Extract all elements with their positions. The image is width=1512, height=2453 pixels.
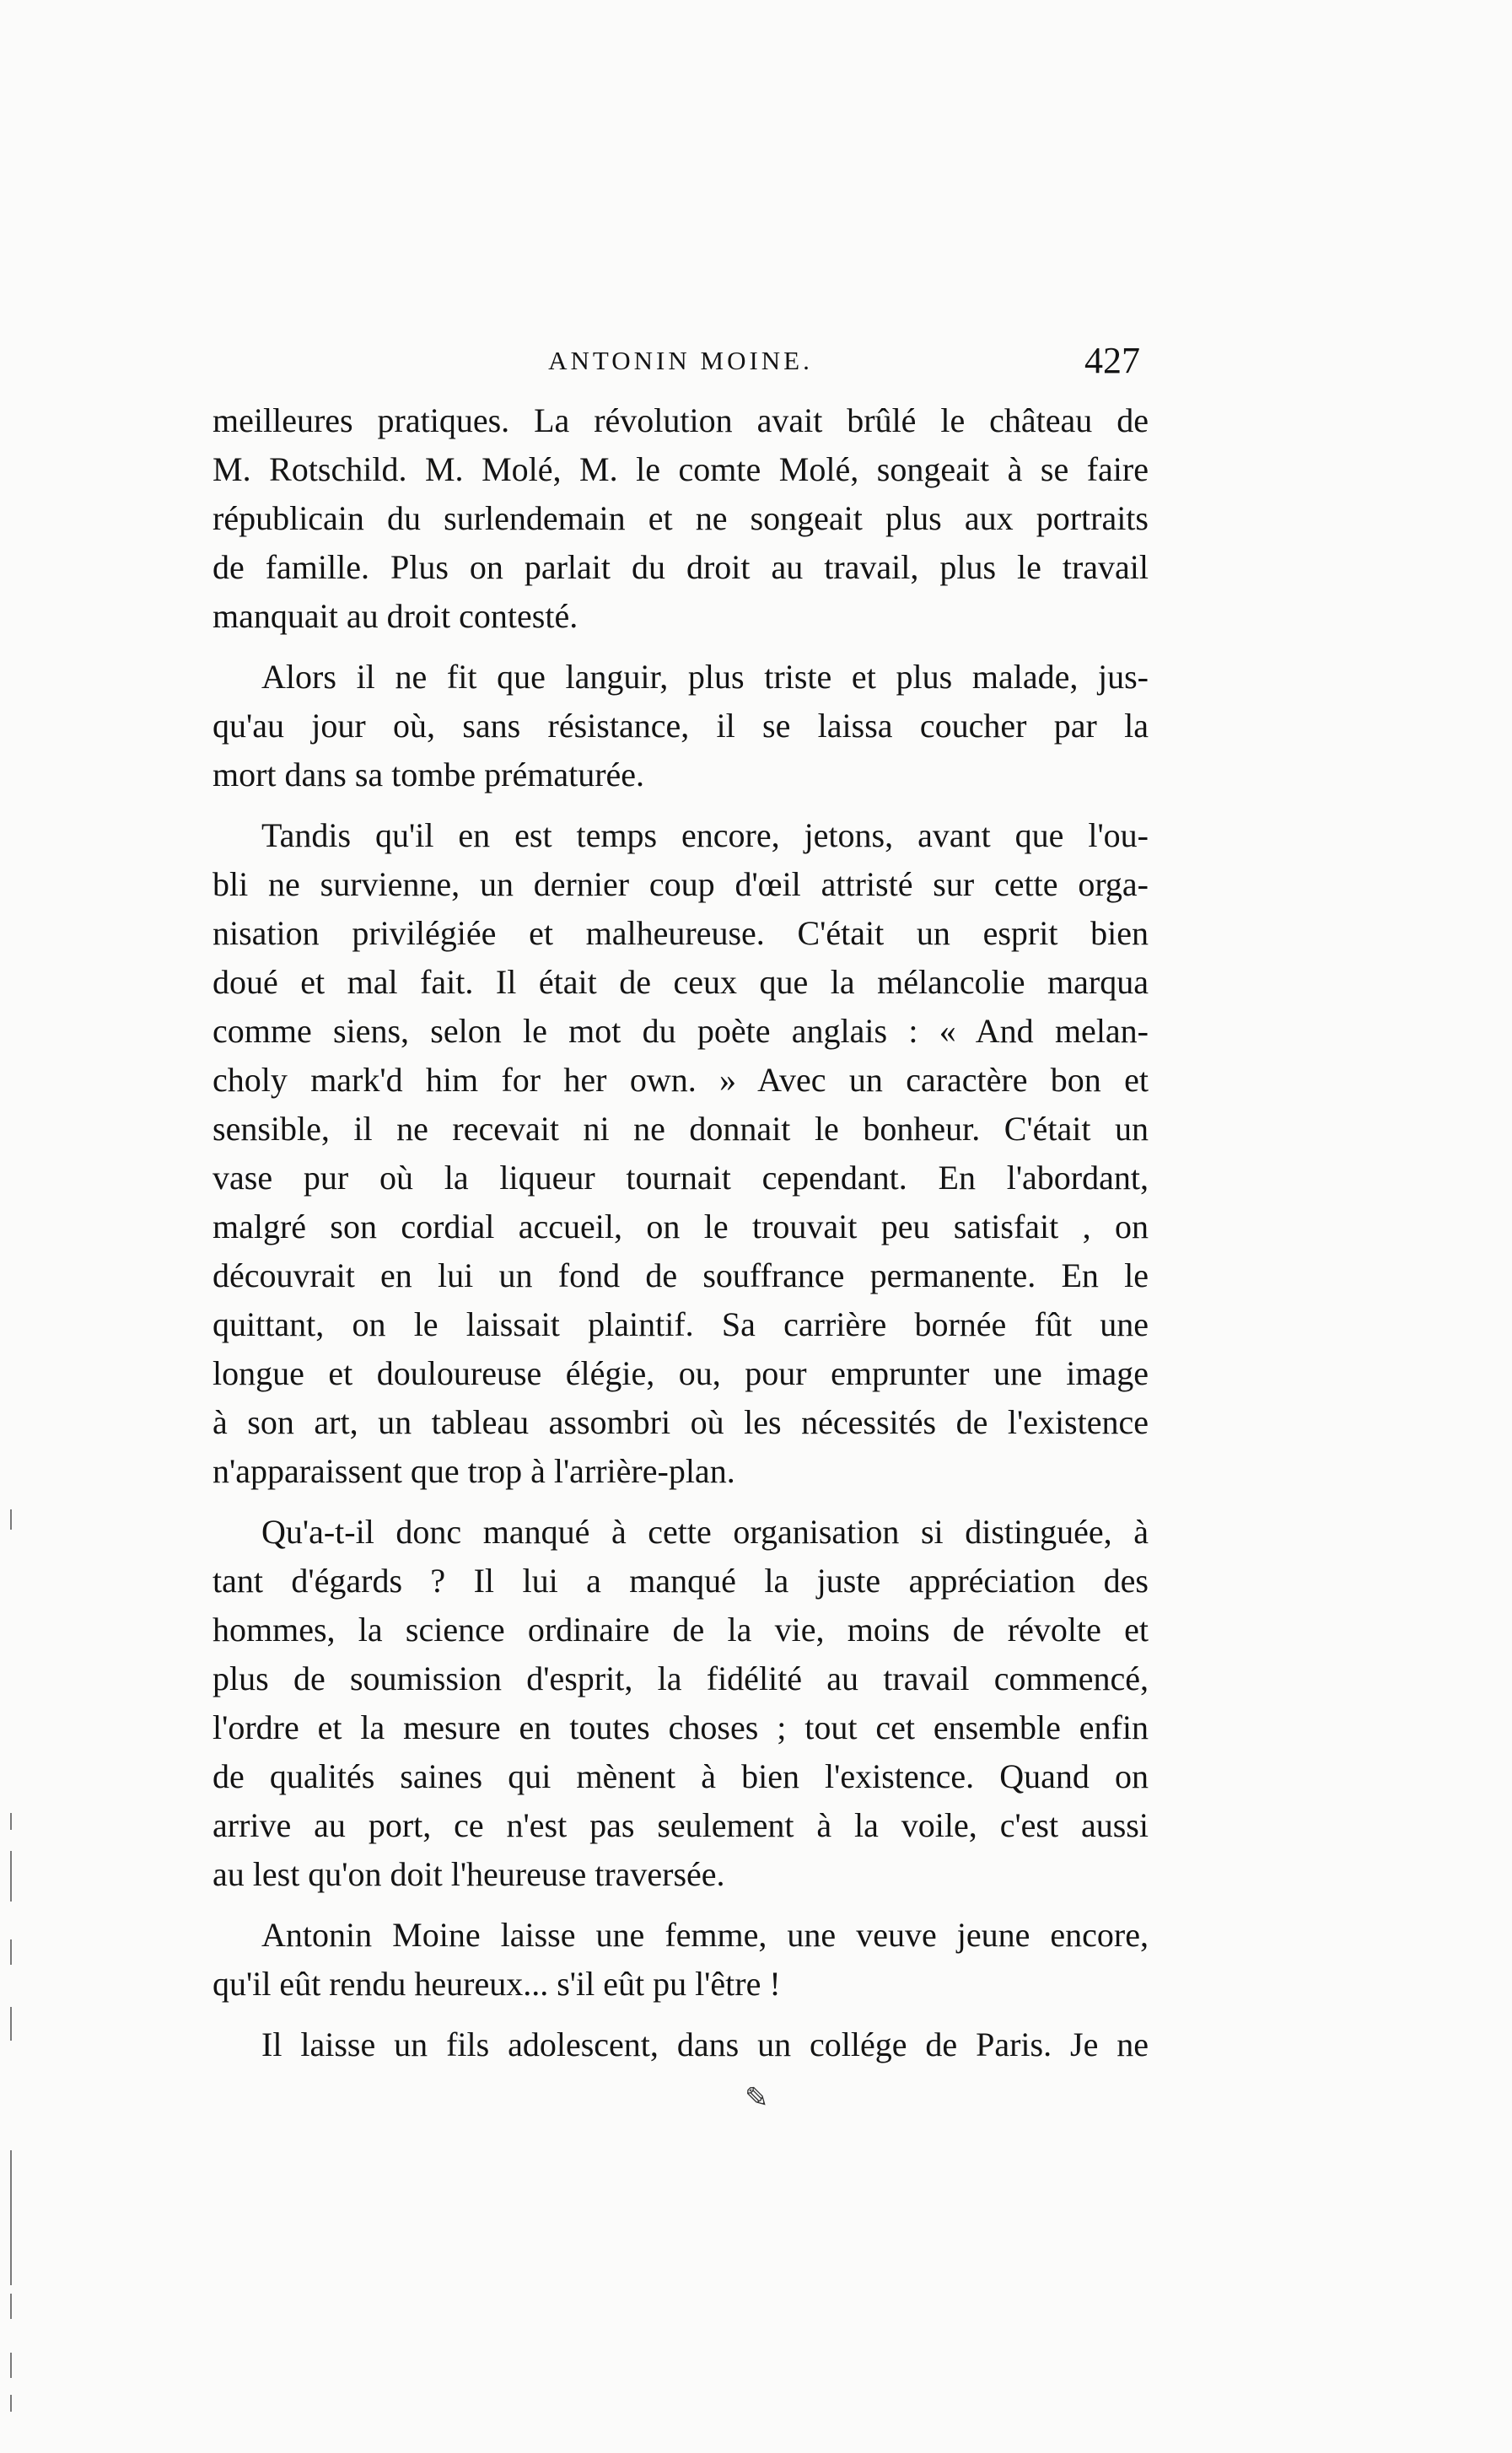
text-line: l'ordre et la mesure en toutes choses ; tout cet ensemble enfin <box>213 1708 1149 1746</box>
text-line: doué et mal fait. Il était de ceux que la mélancolie marqua <box>213 963 1149 1001</box>
text-line: plus de soumission d'esprit, la fidélité au travail commencé, <box>213 1660 1149 1697</box>
text-line: Alors il ne fit que languir, plus triste et plus malade, jus- <box>261 658 1149 696</box>
text-line: manquait au droit contesté. <box>213 597 578 635</box>
body-text <box>213 396 1149 2069</box>
text-line: qu'il eût rendu heureux... s'il eût pu l'être ! <box>213 1965 781 2003</box>
paragraph <box>213 1911 1149 2009</box>
text-line: choly mark'd him for her own. » Avec un caractère bon et <box>213 1061 1149 1099</box>
text-line: tant d'égards ? Il lui a manqué la juste appréciation des <box>213 1562 1149 1600</box>
text-line: qu'au jour où, sans résistance, il se laissa coucher par la <box>213 707 1149 745</box>
text-line: malgré son cordial accueil, on le trouvait peu satisfait , on <box>213 1208 1149 1245</box>
text-line: Il laisse un fils adolescent, dans un collége de Paris. Je ne <box>261 2025 1149 2063</box>
text-line: bli ne survienne, un dernier coup d'œil attristé sur cette orga- <box>213 865 1149 903</box>
text-line: Antonin Moine laisse une femme, une veuve jeune encore, <box>261 1916 1149 1954</box>
paragraph <box>213 811 1149 1496</box>
text-line: de qualités saines qui mènent à bien l'existence. Quand on <box>213 1757 1149 1795</box>
text-line: M. Rotschild. M. Molé, M. le comte Molé, songeait à se faire <box>213 450 1149 488</box>
running-head <box>213 339 1149 386</box>
text-line: hommes, la science ordinaire de la vie, moins de révolte et <box>213 1611 1149 1649</box>
text-line: longue et douloureuse élégie, ou, pour emprunter une image <box>213 1354 1149 1392</box>
text-line: sensible, il ne recevait ni ne donnait le bonheur. C'était un <box>213 1110 1149 1148</box>
text-line: n'apparaissent que trop à l'arrière-plan. <box>213 1452 735 1490</box>
text-line: mort dans sa tombe prématurée. <box>213 756 645 793</box>
running-title: ANTONIN MOINE. <box>548 346 813 375</box>
text-line: nisation privilégiée et malheureuse. C'était un esprit bien <box>213 914 1149 952</box>
text-line: quittant, on le laissait plaintif. Sa carrière bornée fût une <box>213 1305 1149 1343</box>
text-line: de famille. Plus on parlait du droit au travail, plus le travail <box>213 548 1149 586</box>
paragraph <box>213 2020 1149 2069</box>
text-line: découvrait en lui un fond de souffrance permanente. En le <box>213 1256 1149 1294</box>
text-line: Tandis qu'il en est temps encore, jetons, avant que l'ou- <box>261 816 1149 854</box>
text-line: Qu'a-t-il donc manqué à cette organisation si distinguée, à <box>261 1513 1149 1551</box>
text-line: vase pur où la liqueur tournait cependant. En l'abordant, <box>213 1159 1149 1197</box>
text-line: arrive au port, ce n'est pas seulement à la voile, c'est aussi <box>213 1806 1149 1844</box>
paragraph <box>213 396 1149 641</box>
ink-mark-ornament: ✎ <box>745 2083 769 2114</box>
text-line: à son art, un tableau assombri où les nécessités de l'existence <box>213 1403 1149 1441</box>
text-line: meilleures pratiques. La révolution avait brûlé le château de <box>213 401 1149 439</box>
text-line: républicain du surlendemain et ne songeait plus aux portraits <box>213 499 1149 537</box>
scan-margin-marks <box>0 0 51 2453</box>
page-number: 427 <box>1084 340 1140 381</box>
paragraph <box>213 653 1149 799</box>
text-line: au lest qu'on doit l'heureuse traversée. <box>213 1855 725 1893</box>
text-line: comme siens, selon le mot du poète anglais : « And melan- <box>213 1012 1149 1050</box>
paragraph <box>213 1508 1149 1899</box>
